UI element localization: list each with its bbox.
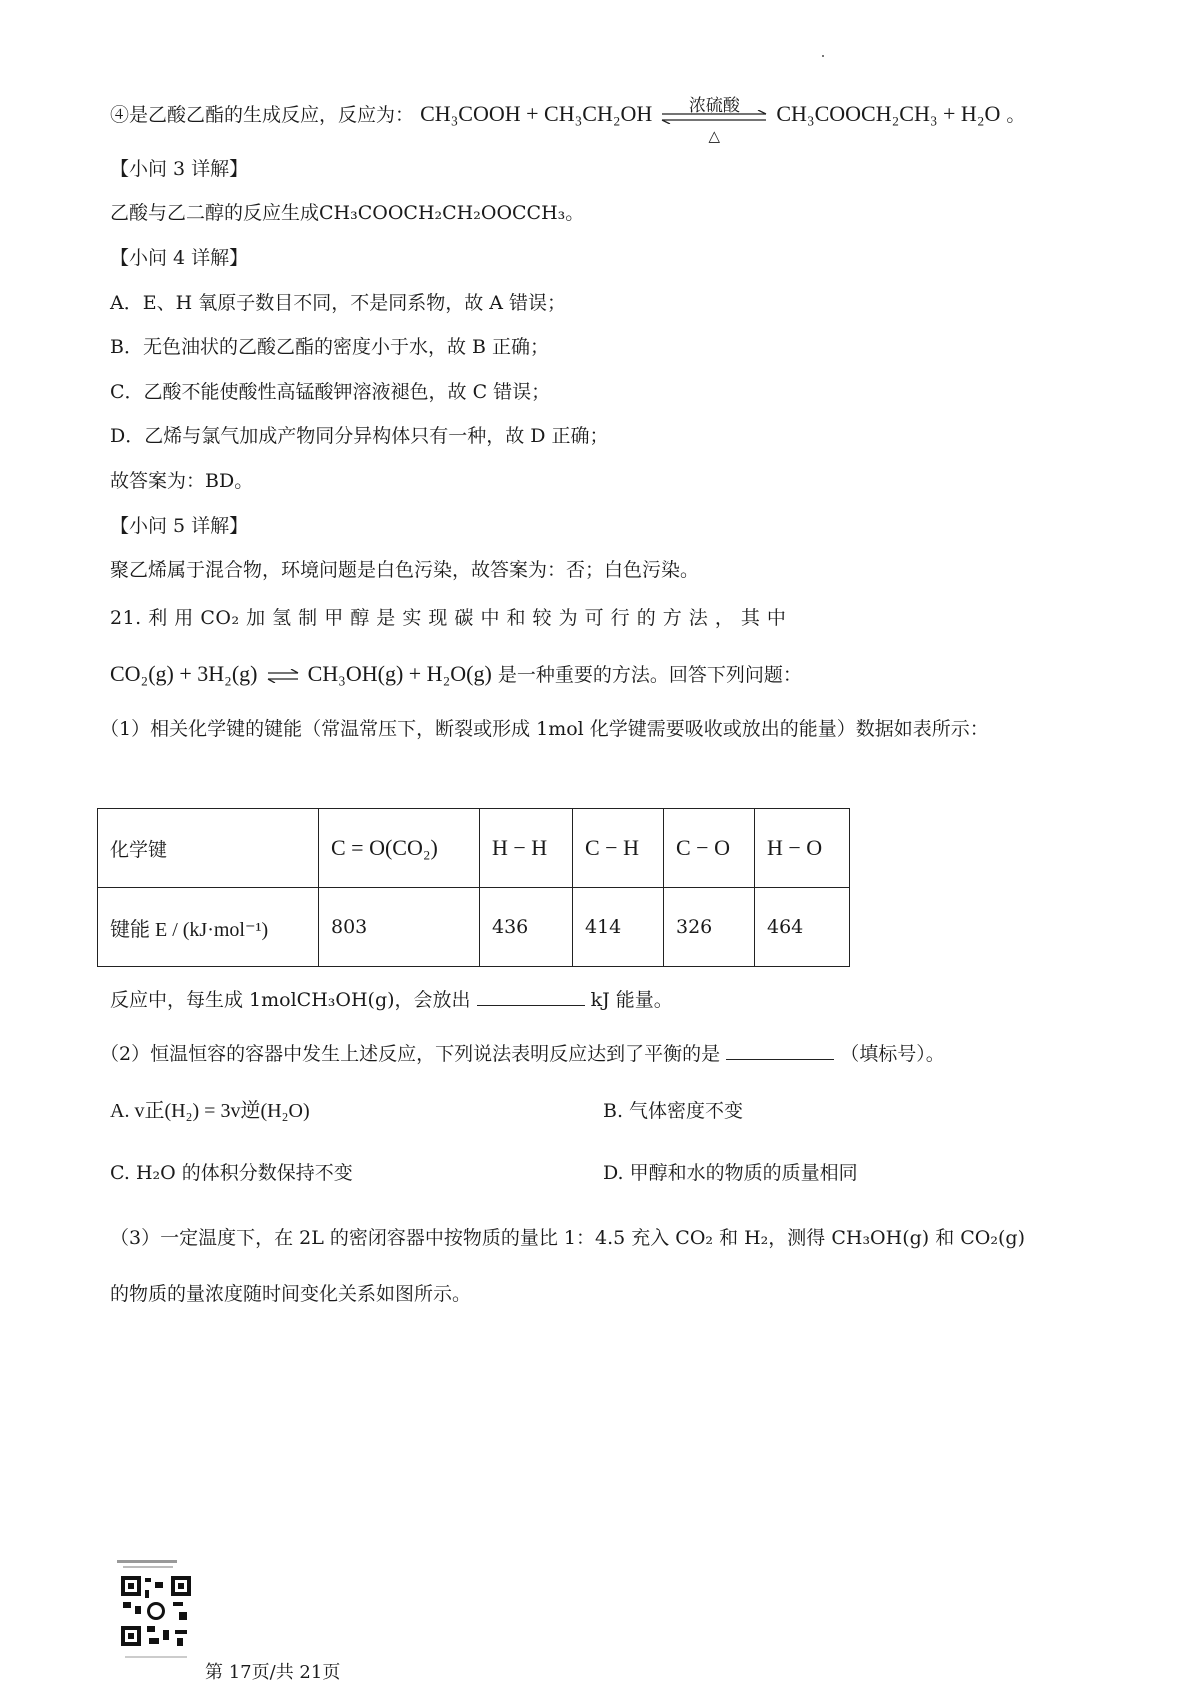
part-3-description-cont: 的物质的量浓度随时间变化关系如图所示。: [110, 1283, 472, 1305]
esterification-intro: ④是乙酸乙酯的生成反应，反应为：: [110, 104, 415, 126]
subquestion-4-answer: 故答案为：BD。: [110, 470, 254, 492]
table-row: [98, 888, 850, 967]
energy-c-o-double: 803: [319, 888, 480, 967]
answer-blank-energy[interactable]: [477, 985, 585, 1006]
part-2-line: [100, 1039, 945, 1068]
answer-blank-equilibrium[interactable]: [726, 1039, 834, 1060]
period: 。: [1006, 104, 1026, 126]
bond-c-h: C − H: [573, 809, 664, 888]
energy-h-h: 436: [480, 888, 573, 967]
bond-h-o: H − O: [755, 809, 850, 888]
esterification-products: CH₃COOCH₂CH₃ + H₂O: [776, 101, 1001, 126]
part-2-prompt: （2）恒温恒容的容器中发生上述反应，下列说法表明反应达到了平衡的是: [100, 1043, 721, 1065]
bond-c-o-double: C = O(CO₂): [319, 809, 480, 888]
part-1-description: （1）相关化学键的键能（常温常压下，断裂或形成 1mol 化学键需要吸收或放出的能量）数据如表所示：: [100, 718, 989, 740]
option-b: B. 气体密度不变: [603, 1100, 744, 1122]
qr-code-icon: [113, 1560, 199, 1666]
energy-c-o: 326: [664, 888, 755, 967]
subquestion-4-heading: 【小问 4 详解】: [110, 247, 249, 269]
catalyst-label: 浓硫酸: [688, 96, 740, 116]
methanol-reactants: CO₂(g) + 3H₂(g): [110, 661, 258, 686]
methanol-products: CH₃OH(g) + H₂O(g): [307, 661, 492, 686]
option-a: A. v正(H₂) = 3v逆(H₂O): [110, 1100, 310, 1122]
bond-energy-table: [97, 808, 850, 967]
question-21-prompt: 是一种重要的方法。回答下列问题：: [497, 664, 802, 686]
question-21-equation-line: [110, 660, 802, 689]
equilibrium-arrow-icon: [266, 669, 300, 683]
esterification-reactants: CH₃COOH + CH₃CH₂OH: [420, 101, 653, 126]
energy-c-h: 414: [573, 888, 664, 967]
subquestion-3-answer: 乙酸与乙二醇的反应生成CH₃COOCH₂CH₂OOCCH₃。: [110, 202, 585, 224]
page-number: 第 17页/共 21页: [205, 1662, 341, 1683]
question-21-intro: 21. 利 用 CO₂ 加 氢 制 甲 醇 是 实 现 碳 中 和 较 为 可 行 的 方 法 ， 其 中: [110, 607, 787, 629]
subquestion-5-answer: 聚乙烯属于混合物，环境问题是白色污染，故答案为：否；白色污染。: [110, 559, 700, 581]
option-d-explanation: D．乙烯与氯气加成产物同分异构体只有一种，故 D 正确；: [110, 425, 609, 447]
part-1-unit: kJ 能量。: [590, 989, 673, 1011]
energy-h-o: 464: [755, 888, 850, 967]
part-1-answer-line: [110, 985, 673, 1014]
part-3-description: （3）一定温度下，在 2L 的密闭容器中按物质的量比 1：4.5 充入 CO₂ 和 H₂，测得 CH₃OH(g) 和 CO₂(g): [110, 1227, 1025, 1249]
option-d: D. 甲醇和水的物质的质量相同: [603, 1162, 858, 1184]
option-b-explanation: B．无色油状的乙酸乙酯的密度小于水，故 B 正确；: [110, 336, 550, 358]
esterification-line: [110, 96, 1026, 145]
part-2-hint: （填标号）。: [840, 1043, 945, 1065]
table-row: [98, 809, 850, 888]
subquestion-3-heading: 【小问 3 详解】: [110, 158, 249, 180]
bond-h-h: H − H: [480, 809, 573, 888]
heat-symbol: △: [708, 127, 721, 145]
reversible-arrow-catalyst: [658, 96, 770, 145]
option-a-explanation: A．E、H 氧原子数目不同，不是同系物，故 A 错误；: [110, 292, 567, 314]
table-header-energy: 键能 E / (kJ·mol⁻¹): [98, 888, 319, 967]
option-c: C. H₂O 的体积分数保持不变: [110, 1162, 353, 1184]
table-header-bond: 化学键: [98, 809, 319, 888]
subquestion-5-heading: 【小问 5 详解】: [110, 515, 249, 537]
bond-c-o: C − O: [664, 809, 755, 888]
scan-speck: [822, 55, 824, 57]
part-1-prompt: 反应中，每生成 1molCH₃OH(g)，会放出: [110, 989, 471, 1011]
option-c-explanation: C．乙酸不能使酸性高锰酸钾溶液褪色，故 C 错误；: [110, 381, 551, 403]
